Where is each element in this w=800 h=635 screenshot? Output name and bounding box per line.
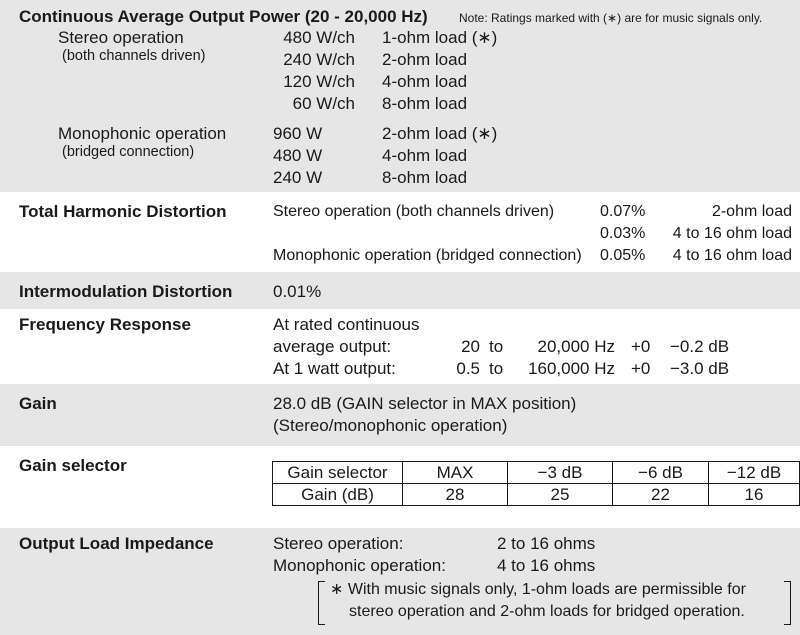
- table-row: [273, 462, 800, 484]
- table-header-cell: −12 dB: [709, 462, 800, 484]
- mono-power-value: 240 W: [273, 168, 323, 187]
- freq-row-label: average output:: [273, 337, 392, 356]
- note-left-bracket: [318, 581, 325, 625]
- gain-section: [0, 384, 800, 446]
- table-cell: 25: [508, 484, 613, 506]
- table-header-cell: MAX: [403, 462, 508, 484]
- imd-value: 0.01%: [273, 282, 322, 301]
- impedance-section: [0, 528, 800, 635]
- stereo-operation-sublabel: (both channels driven): [62, 48, 206, 64]
- impedance-heading: Output Load Impedance: [19, 534, 214, 553]
- stereo-power-value: 480 W/ch: [283, 28, 355, 47]
- imd-heading: Intermodulation Distortion: [19, 282, 233, 301]
- table-row: [273, 484, 800, 506]
- thd-value: 0.05%: [600, 247, 646, 264]
- impedance-note: ∗ With music signals only, 1-ohm loads are permissible for: [330, 581, 746, 598]
- thd-mode: Monophonic operation (bridged connection): [273, 247, 582, 264]
- gain-line: (Stereo/monophonic operation): [273, 416, 508, 435]
- thd-load: 2-ohm load: [711, 203, 792, 220]
- stereo-power-value: 60 W/ch: [292, 94, 355, 113]
- stereo-operation-label: Stereo operation: [58, 28, 184, 47]
- impedance-label: Stereo operation:: [273, 534, 404, 553]
- freq-row-upper: 160,000 Hz: [528, 359, 615, 378]
- impedance-note: stereo operation and 2-ohm loads for bridged operation.: [349, 603, 745, 620]
- mono-load-value: 2-ohm load (∗): [382, 124, 498, 143]
- freq-row-plus: +0: [631, 337, 651, 356]
- stereo-load-value: 2-ohm load: [382, 50, 468, 69]
- freq-row-from: 20: [461, 337, 480, 356]
- freq-row-minus: −3.0 dB: [670, 359, 730, 378]
- frequency-response-heading: Frequency Response: [19, 315, 191, 334]
- table-cell: 16: [709, 484, 800, 506]
- imd-section: [0, 272, 800, 309]
- freq-row-to: to: [489, 359, 504, 378]
- impedance-label: Monophonic operation:: [273, 556, 446, 575]
- gain-line: 28.0 dB (GAIN selector in MAX position): [273, 394, 577, 413]
- gain-selector-heading: Gain selector: [19, 456, 127, 475]
- freq-row-label: At 1 watt output:: [273, 359, 396, 378]
- gain-selector-table: [272, 461, 800, 506]
- freq-row-upper: 20,000 Hz: [537, 337, 615, 356]
- stereo-load-value: 8-ohm load: [382, 94, 468, 113]
- stereo-load-value: 1-ohm load (∗): [382, 28, 498, 47]
- table-cell: 22: [613, 484, 709, 506]
- thd-value: 0.07%: [600, 203, 646, 220]
- music-signal-note: Note: Ratings marked with (∗) are for music signals only.: [459, 11, 763, 25]
- stereo-power-value: 240 W/ch: [283, 50, 355, 69]
- output-power-section: [0, 0, 800, 192]
- thd-mode: Stereo operation (both channels driven): [273, 203, 555, 220]
- table-cell: 28: [403, 484, 508, 506]
- thd-load: 4 to 16 ohm load: [672, 247, 792, 264]
- gain-heading: Gain: [19, 394, 57, 413]
- mono-power-value: 960 W: [273, 124, 323, 143]
- note-right-bracket: [784, 581, 791, 625]
- impedance-value: 2 to 16 ohms: [497, 534, 596, 553]
- freq-row-from: 0.5: [456, 359, 480, 378]
- mono-operation-sublabel: (bridged connection): [62, 144, 195, 160]
- mono-load-value: 8-ohm load: [382, 168, 468, 187]
- thd-value: 0.03%: [600, 225, 646, 242]
- thd-heading: Total Harmonic Distortion: [19, 202, 227, 221]
- mono-load-value: 4-ohm load: [382, 146, 468, 165]
- table-header-cell: −3 dB: [508, 462, 613, 484]
- output-power-heading: Continuous Average Output Power (20 - 20,000 Hz): [19, 7, 428, 26]
- stereo-power-value: 120 W/ch: [283, 72, 355, 91]
- impedance-value: 4 to 16 ohms: [497, 556, 596, 575]
- table-cell: Gain (dB): [273, 484, 403, 506]
- freq-row-plus: +0: [631, 359, 651, 378]
- frequency-response-line: At rated continuous: [273, 315, 420, 334]
- table-header-cell: −6 dB: [613, 462, 709, 484]
- table-header-cell: Gain selector: [273, 462, 403, 484]
- freq-row-to: to: [489, 337, 504, 356]
- thd-section: [0, 192, 800, 272]
- stereo-load-value: 4-ohm load: [382, 72, 468, 91]
- mono-power-value: 480 W: [273, 146, 323, 165]
- mono-operation-label: Monophonic operation: [58, 124, 227, 143]
- thd-load: 4 to 16 ohm load: [672, 225, 792, 242]
- frequency-response-section: [0, 309, 800, 384]
- freq-row-minus: −0.2 dB: [670, 337, 730, 356]
